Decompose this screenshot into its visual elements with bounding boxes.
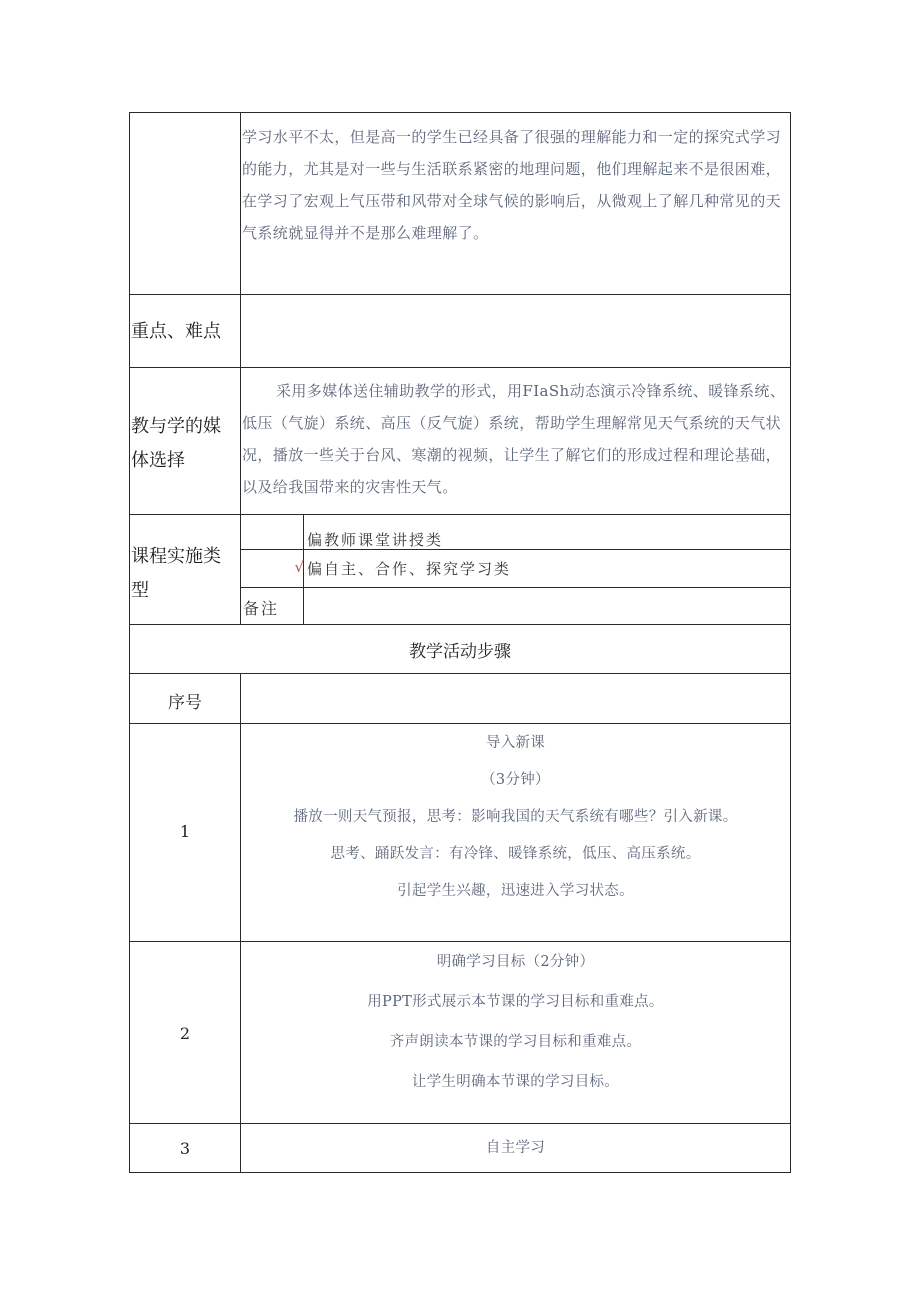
key-points-label: 重点、难点: [131, 321, 221, 342]
table-border: [129, 723, 791, 724]
step-line: 引起学生兴趣，迅速进入学习状态。: [397, 883, 634, 899]
seq-header: 序号: [168, 693, 202, 713]
step-line: （3分钟）: [481, 772, 550, 788]
step-number: 1: [179, 822, 191, 841]
step-line: 导入新课: [485, 735, 546, 751]
step-line: 明确学习目标（2分钟）: [436, 954, 595, 970]
table-border: [129, 514, 791, 515]
section-title: 教学活动步骤: [409, 642, 511, 662]
step-line: 齐声朗读本节课的学习目标和重难点。: [389, 1034, 642, 1050]
media-label: 教与学的媒体选择: [131, 416, 221, 471]
table-border: [129, 1123, 791, 1124]
step-line: 思考、踊跃发言：有冷锋、暖锋系统，低压、高压系统。: [330, 846, 701, 862]
step-number: 3: [179, 1139, 191, 1158]
table-border: [129, 1172, 791, 1173]
option-teacher-lecture: 偏教师课堂讲授类: [307, 531, 444, 549]
step-content: [241, 725, 790, 910]
table-border: [129, 673, 791, 674]
table-border: [129, 112, 791, 113]
media-text: 采用多媒体送住辅助教学的形式，用FIaSh动态演示冷锋系统、暖锋系统、低压（气旋）系统、高压（反气旋）系统，帮助学生理解常见天气系统的天气状况，播放一些关于台风、寒潮的视频，让学生了解它们的形成过程和理论基础，以及给我国带来的灾害性天气。: [242, 382, 786, 496]
step-line: 播放一则天气预报，思考：影响我国的天气系统有哪些？引入新课。: [293, 809, 738, 825]
step-line: 用PPT形式展示本节课的学习目标和重难点。: [367, 994, 664, 1010]
step-number: 2: [179, 1024, 191, 1043]
table-border: [240, 112, 241, 624]
step-line: 让学生明确本节课的学习目标。: [411, 1074, 620, 1090]
remark-label: 备注: [243, 599, 280, 618]
option-checkmark: √: [294, 558, 304, 576]
step-content: [241, 1130, 790, 1167]
step-content: [241, 942, 790, 1102]
table-border: [240, 587, 791, 588]
course-type-label: 课程实施类型: [131, 546, 221, 601]
table-border: [129, 294, 791, 295]
table-border: [129, 367, 791, 368]
table-border: [790, 112, 791, 1173]
option-self-study: 偏自主、合作、探究学习类: [307, 560, 512, 578]
step-line: 自主学习: [485, 1140, 546, 1156]
intro-text: 学习水平不太，但是高一的学生已经具备了很强的理解能力和一定的探究式学习的能力，尤其是对一些与生活联系紧密的地理问题，他们理解起来不是很困难，在学习了宏观上气压带和风带对全球气候的影响后，从微观上了解几种常见的天气系统就显得并不是那么难理解了。: [242, 128, 782, 242]
table-border: [129, 624, 791, 625]
